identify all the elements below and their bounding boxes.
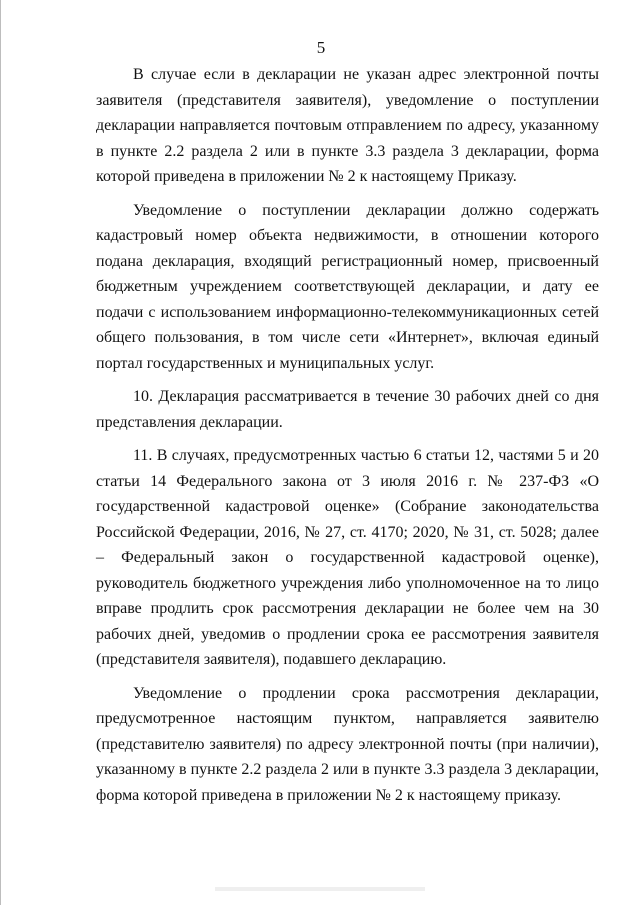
scan-artifact <box>215 887 425 891</box>
paragraph-spacer <box>96 673 599 681</box>
document-body <box>96 62 599 808</box>
paragraph-notification-content: Уведомление о поступлении декларации должно содержать кадастровый номер объекта недвижимости, в отношении которого подана декларация, входящий регистрационный номер, присвоенный бюджетным учреждением соответствующей декларации, и дату ее подачи с использованием информационно-телекоммуникационных сетей общего пользования, в том числе сети «Интернет», включая единый портал государственных и муниципальных услуг. <box>96 201 599 372</box>
paragraph-item-10: 10. Декларация рассматривается в течение 30 рабочих дней со дня представления декларации. <box>96 388 599 431</box>
paragraph-spacer <box>96 376 599 384</box>
page-number: 5 <box>316 38 326 57</box>
paragraph-spacer <box>96 435 599 443</box>
paragraph-email-notice: В случае если в декларации не указан адрес электронной почты заявителя (представителя заявителя), уведомление о поступлении декларации направляется почтовым отправлением по адресу, указанному в пункте 2.2 раздела 2 или в пункте 3.3 раздела 3 декларации, форма которой приведена в приложении № 2 к настоящему Приказу. <box>96 66 599 185</box>
paragraph-item-11: 11. В случаях, предусмотренных частью 6 статьи 12, частями 5 и 20 статьи 14 Федерального закона от 3 июля 2016 г. № 237-ФЗ «О государственной кадастровой оценке» (Собрание законодательства Российской Федерации, 2016, № 27, ст. 4170; 2020, № 31, ст. 5028; далее – Федеральный закон о государственной кадастровой оценке), руководитель бюджетного учреждения либо уполномоченное на то лицо вправе продлить срок рассмотрения декларации не более чем на 30 рабочих дней, уведомив о продлении срока ее рассмотрения заявителя (представителя заявителя), подавшего декларацию. <box>96 447 599 668</box>
paragraph-extension-notice: Уведомление о продлении срока рассмотрения декларации, предусмотренное настоящим пунктом, направляется заявителю (представителю заявителя) по адресу электронной почты (при наличии), указанному в пункте 2.2 раздела 2 или в пункте 3.3 раздела 3 декларации, форма которой приведена в приложении № 2 к настоящему приказу. <box>96 684 599 804</box>
paragraph-spacer <box>96 190 599 198</box>
